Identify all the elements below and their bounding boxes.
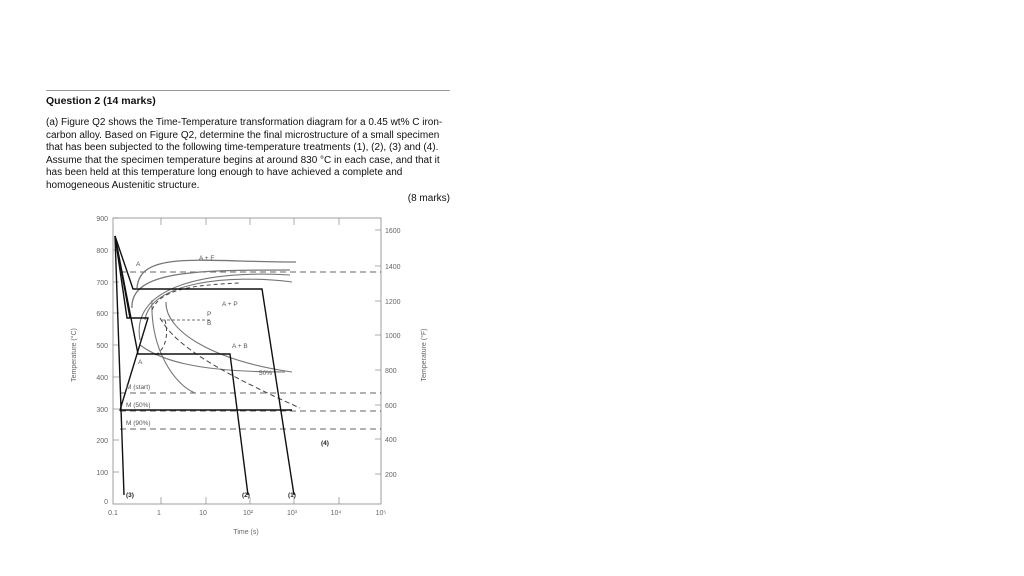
label-treatment-4: (4)	[321, 440, 329, 447]
label-a-f: A + F	[199, 255, 215, 262]
x-axis-title: Time (s)	[233, 529, 259, 536]
label-a-mid: A	[138, 359, 143, 366]
x-tick-1: 1	[157, 510, 161, 517]
label-m-start: M (start)	[126, 384, 151, 391]
label-a-top: A	[136, 261, 141, 268]
label-treatment-3: (3)	[126, 492, 134, 499]
y2-tick-800: 800	[385, 368, 397, 375]
y-tick-100: 100	[96, 470, 108, 477]
y-tick-300: 300	[96, 407, 108, 414]
x-tick-10000: 10⁴	[330, 510, 342, 517]
label-b: B	[207, 320, 212, 327]
y2-tick-1200: 1200	[385, 299, 401, 306]
x-tick-100: 10²	[242, 510, 254, 517]
question-part-a: (a) Figure Q2 shows the Time-Temperature transformation diagram for a 0.45 wt% C iron-carbon alloy. Based on Figure Q2, determine the final microstructure of a small specimen that has been subjected to the following time-temperature treatments (1), (2), (3) and (4). Assume that the specimen temperature begins at around 830 °C in each case, and that it has been held at this temperature long enough to have achieved a complete and homogeneous Austenitic structure.	[46, 117, 443, 191]
y2-tick-400: 400	[385, 437, 397, 444]
label-fifty: 50%	[259, 370, 273, 377]
x-tick-0.1: 0.1	[108, 510, 118, 517]
label-m-90: M (90%)	[126, 420, 151, 427]
y2-tick-600: 600	[385, 403, 397, 410]
label-m-50: M (50%)	[126, 402, 151, 409]
x-tick-10: 10	[199, 510, 207, 517]
y-tick-0: 0	[104, 499, 108, 506]
y2-tick-200: 200	[385, 472, 397, 479]
bainite-start-curve	[152, 300, 195, 393]
y-tick-800: 800	[96, 248, 108, 255]
y-tick-200: 200	[96, 438, 108, 445]
y-tick-500: 500	[96, 343, 108, 350]
question-heading: Question 2 (14 marks)	[46, 95, 156, 107]
y-axis-title-left: Temperature (°C)	[71, 328, 78, 382]
y2-tick-1400: 1400	[385, 264, 401, 271]
pearlite-finish-curve	[145, 279, 292, 320]
y-axis-title-right: Temperature (°F)	[421, 328, 428, 382]
y2-tick-1000: 1000	[385, 333, 401, 340]
y-tick-900: 900	[96, 216, 108, 223]
treatment-path-2	[115, 236, 248, 495]
marks-label: (8 marks)	[407, 193, 450, 204]
label-a-b: A + B	[232, 343, 248, 350]
label-p: P	[207, 311, 212, 318]
x-tick-1000: 10³	[286, 510, 298, 517]
label-treatment-1: (1)	[288, 492, 296, 499]
y-tick-700: 700	[96, 280, 108, 287]
y-tick-600: 600	[96, 311, 108, 318]
y2-tick-1600: 1600	[385, 228, 401, 235]
label-a-p: A + P	[222, 301, 238, 308]
y-tick-400: 400	[96, 375, 108, 382]
label-treatment-2: (2)	[242, 492, 250, 499]
x-tick-100000: 10⁵	[375, 510, 387, 517]
